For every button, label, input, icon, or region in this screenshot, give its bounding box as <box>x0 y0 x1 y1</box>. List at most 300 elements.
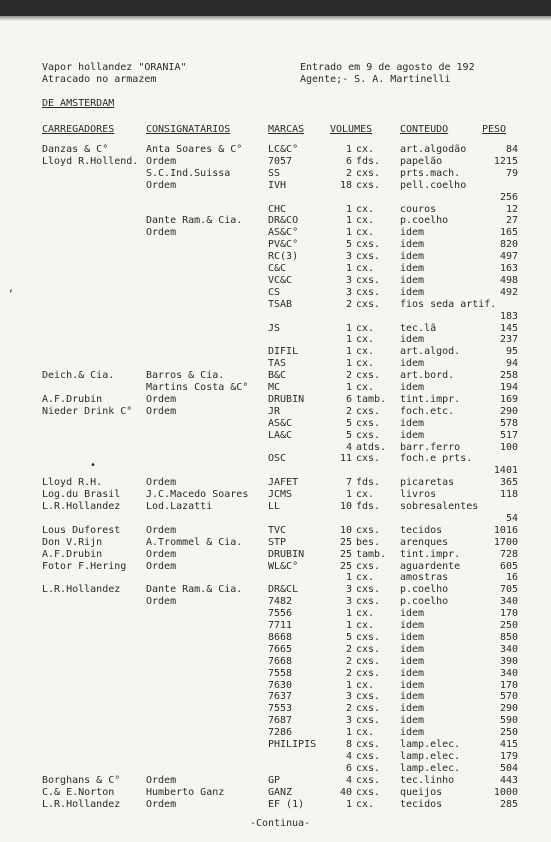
col-header-contents: CONTEUDO <box>400 124 449 135</box>
table-row <box>0 763 551 775</box>
row-mark: B&C <box>268 370 287 382</box>
row-mark: RC(3) <box>268 251 299 263</box>
row-mark: JS <box>268 322 281 334</box>
row-mark: 7556 <box>268 608 293 620</box>
row-unit: cxs. <box>356 560 381 572</box>
row-qty: 3 <box>345 274 352 286</box>
row-content: tint.impr. <box>400 548 461 560</box>
row-unit: cx. <box>356 263 375 274</box>
row-mark: 7558 <box>268 667 293 679</box>
row-weight: 84 <box>505 144 518 155</box>
row-weight: 194 <box>499 382 518 393</box>
table-row <box>0 572 551 584</box>
table-row <box>0 799 551 811</box>
row-content: sobresalentes <box>400 501 479 512</box>
row-unit: cxs. <box>356 703 381 715</box>
row-unit: cxs. <box>356 750 381 762</box>
row-shipper: C.& E.Norton <box>42 786 115 798</box>
table-row <box>0 596 551 608</box>
row-weight: 365 <box>499 477 518 489</box>
table-row <box>0 727 551 739</box>
row-content: fios seda artif. <box>400 298 497 310</box>
table-row <box>0 751 551 763</box>
row-mark: GP <box>268 774 281 786</box>
row-content: idem <box>400 655 425 667</box>
row-mark: TVC <box>268 524 287 536</box>
row-weight: 79 <box>505 167 518 179</box>
row-unit: cxs. <box>356 584 381 596</box>
table-row <box>0 334 551 346</box>
table-row <box>0 561 551 573</box>
row-shipper: L.R.Hollandez <box>42 798 121 810</box>
row-mark: 7057 <box>268 155 293 167</box>
table-row <box>0 620 551 632</box>
row-content: tecidos <box>400 798 443 810</box>
row-unit: cx. <box>356 227 375 239</box>
row-consignee: Barros & Cia. <box>146 370 225 382</box>
table-row <box>0 406 551 418</box>
table-row <box>0 787 551 799</box>
table-row <box>0 537 551 549</box>
row-consignee: Ordem <box>146 179 177 191</box>
row-qty: 18 <box>339 179 352 191</box>
row-mark: WL&C° <box>268 560 299 572</box>
row-weight: 163 <box>499 263 518 274</box>
row-consignee: Ordem <box>146 477 177 489</box>
row-qty: 5 <box>345 631 352 643</box>
row-shipper: A.F.Drubin <box>42 548 103 560</box>
row-qty: 25 <box>339 560 352 572</box>
arrival-date: Entrado em 9 de agosto de 192 <box>300 62 475 73</box>
row-content: idem <box>400 631 425 643</box>
row-content: idem <box>400 417 425 429</box>
row-unit: cx. <box>356 203 375 215</box>
col-header-shippers: CARREGADORES <box>42 124 115 135</box>
row-weight: 285 <box>499 798 518 810</box>
row-qty: 1 <box>345 608 352 620</box>
row-consignee: S.C.Ind.Suissa <box>146 167 231 179</box>
row-weight: 705 <box>499 584 518 596</box>
row-content: idem <box>400 620 425 631</box>
row-weight: 1700 <box>493 536 518 548</box>
row-qty: 2 <box>345 370 352 382</box>
table-row <box>0 287 551 299</box>
row-qty: 4 <box>345 774 352 786</box>
margin-mark: • <box>90 460 97 471</box>
row-mark: TSAB <box>268 298 293 310</box>
row-consignee: Anta Soares & C° <box>146 144 243 155</box>
row-mark: IVH <box>268 179 287 191</box>
row-weight: 250 <box>499 620 518 631</box>
row-consignee: Ordem <box>146 393 177 405</box>
row-consignee: Ordem <box>146 405 177 417</box>
row-content: idem <box>400 429 425 441</box>
row-weight: 27 <box>505 215 518 227</box>
row-qty: 1 <box>345 334 352 346</box>
row-weight: 256 <box>499 191 518 203</box>
row-weight: 94 <box>505 358 518 370</box>
row-weight: 570 <box>499 691 518 703</box>
table-row <box>0 192 551 204</box>
row-unit: cx. <box>356 215 375 227</box>
row-qty: 1 <box>345 227 352 239</box>
row-qty: 1 <box>345 620 352 631</box>
row-qty: 1 <box>345 203 352 215</box>
row-qty: 5 <box>345 417 352 429</box>
row-mark: JAFET <box>268 477 299 489</box>
row-content: prts.mach. <box>400 167 461 179</box>
row-unit: cxs. <box>356 739 381 750</box>
row-unit: cx. <box>356 572 375 584</box>
table-row <box>0 358 551 370</box>
row-unit: cxs. <box>356 429 381 441</box>
table-row <box>0 739 551 751</box>
table-row <box>0 442 551 454</box>
row-consignee: Ordem <box>146 596 177 608</box>
table-row <box>0 311 551 323</box>
row-unit: cxs. <box>356 643 381 655</box>
row-weight: 492 <box>499 286 518 298</box>
table-row <box>0 156 551 168</box>
row-shipper: A.F.Drubin <box>42 393 103 405</box>
table-row <box>0 453 551 465</box>
table-row <box>0 168 551 180</box>
row-content: p.coelho <box>400 596 449 608</box>
row-weight: 605 <box>499 560 518 572</box>
row-content: queijos <box>400 786 443 798</box>
table-row <box>0 584 551 596</box>
row-consignee: Ordem <box>146 155 177 167</box>
row-unit: cxs. <box>356 631 381 643</box>
row-qty: 2 <box>345 655 352 667</box>
row-unit: cxs. <box>356 179 381 191</box>
row-weight: 504 <box>499 762 518 774</box>
row-qty: 1 <box>345 798 352 810</box>
table-row <box>0 608 551 620</box>
row-unit: cxs. <box>356 405 381 417</box>
row-consignee: A.Trommel & Cia. <box>146 536 243 548</box>
row-mark: LA&C <box>268 429 293 441</box>
row-unit: cxs. <box>356 762 381 774</box>
row-unit: cxs. <box>356 691 381 703</box>
row-content: p.coelho <box>400 584 449 596</box>
row-weight: 578 <box>499 417 518 429</box>
row-weight: 54 <box>505 512 518 524</box>
row-qty: 8 <box>345 739 352 750</box>
row-mark: 7665 <box>268 643 293 655</box>
row-weight: 443 <box>499 774 518 786</box>
row-qty: 3 <box>345 691 352 703</box>
row-qty: 1 <box>345 322 352 334</box>
row-shipper: L.R.Hollandez <box>42 584 121 596</box>
row-weight: 1000 <box>493 786 518 798</box>
row-qty: 1 <box>345 144 352 155</box>
row-unit: cxs. <box>356 786 381 798</box>
row-weight: 498 <box>499 274 518 286</box>
row-weight: 850 <box>499 631 518 643</box>
row-qty: 1 <box>345 382 352 393</box>
row-unit: cx. <box>356 346 375 358</box>
table-row <box>0 263 551 275</box>
row-content: arenques <box>400 536 449 548</box>
table-row <box>0 239 551 251</box>
row-shipper: Lous Duforest <box>42 524 121 536</box>
row-content: lamp.elec. <box>400 762 461 774</box>
col-header-volumes: VOLUMES <box>330 124 373 135</box>
row-unit: cxs. <box>356 667 381 679</box>
row-qty: 40 <box>339 786 352 798</box>
row-shipper: Nieder Drink C° <box>42 405 133 417</box>
row-content: idem <box>400 608 425 620</box>
table-row <box>0 382 551 394</box>
row-qty: 11 <box>339 453 352 465</box>
row-content: idem <box>400 679 425 691</box>
row-weight: 390 <box>499 655 518 667</box>
table-row <box>0 204 551 216</box>
table-row <box>0 715 551 727</box>
row-unit: cxs. <box>356 655 381 667</box>
row-weight: 237 <box>499 334 518 346</box>
row-unit: cxs. <box>356 167 381 179</box>
row-qty: 6 <box>345 762 352 774</box>
row-content: art.algod. <box>400 346 461 358</box>
row-weight: 340 <box>499 643 518 655</box>
row-unit: cx. <box>356 620 375 631</box>
row-qty: 1 <box>345 572 352 584</box>
row-qty: 2 <box>345 643 352 655</box>
row-mark: MC <box>268 382 281 393</box>
row-mark: OSC <box>268 453 287 465</box>
row-qty: 10 <box>339 524 352 536</box>
table-row <box>0 251 551 263</box>
row-content: foch.etc. <box>400 405 455 417</box>
row-content: foch.e prts. <box>400 453 473 465</box>
row-content: livros <box>400 489 437 501</box>
row-content: papelão <box>400 155 443 167</box>
row-consignee: Ordem <box>146 227 177 239</box>
row-consignee: Lod.Lazatti <box>146 501 213 512</box>
row-content: idem <box>400 251 425 263</box>
origin-port: DE AMSTERDAM <box>42 98 115 109</box>
row-weight: 497 <box>499 251 518 263</box>
table-row <box>0 275 551 287</box>
col-header-consignees: CONSIGNATARIOS <box>146 124 231 135</box>
margin-mark: , <box>8 283 15 294</box>
row-weight: 145 <box>499 322 518 334</box>
row-weight: 1215 <box>493 155 518 167</box>
row-qty: 5 <box>345 429 352 441</box>
row-weight: 290 <box>499 405 518 417</box>
table-row <box>0 323 551 335</box>
row-mark: 7668 <box>268 655 293 667</box>
row-unit: atds. <box>356 441 387 453</box>
row-content: idem <box>400 239 425 251</box>
row-mark: GANZ <box>268 786 293 798</box>
row-content: barr.ferro <box>400 441 461 453</box>
row-weight: 12 <box>505 203 518 215</box>
row-qty: 1 <box>345 679 352 691</box>
row-mark: CS <box>268 286 281 298</box>
row-unit: bes. <box>356 536 381 548</box>
row-mark: LC&C° <box>268 144 299 155</box>
row-mark: EF (1) <box>268 798 305 810</box>
table-row <box>0 775 551 787</box>
row-mark: PHILIPIS <box>268 739 317 750</box>
table-row <box>0 215 551 227</box>
row-content: idem <box>400 286 425 298</box>
row-consignee: Ordem <box>146 524 177 536</box>
table-row <box>0 227 551 239</box>
row-content: idem <box>400 382 425 393</box>
row-unit: cx. <box>356 489 375 501</box>
row-qty: 2 <box>345 405 352 417</box>
row-consignee: Ordem <box>146 560 177 572</box>
row-weight: 415 <box>499 739 518 750</box>
row-qty: 2 <box>345 703 352 715</box>
row-qty: 1 <box>345 489 352 501</box>
row-unit: fds. <box>356 477 381 489</box>
table-row <box>0 418 551 430</box>
row-content: pell.coelho <box>400 179 467 191</box>
row-qty: 5 <box>345 239 352 251</box>
row-weight: 1401 <box>493 465 518 477</box>
row-shipper: Danzas & C° <box>42 144 109 155</box>
row-shipper: Don V.Rijn <box>42 536 103 548</box>
row-unit: cxs. <box>356 370 381 382</box>
row-unit: cxs. <box>356 524 381 536</box>
row-qty: 1 <box>345 346 352 358</box>
row-weight: 820 <box>499 239 518 251</box>
row-content: idem <box>400 274 425 286</box>
row-content: idem <box>400 334 425 346</box>
row-mark: TAS <box>268 358 287 370</box>
col-header-marks: MARCAS <box>268 124 305 135</box>
row-consignee: Dante Ram.& Cia. <box>146 584 243 596</box>
row-content: idem <box>400 358 425 370</box>
row-shipper: Lloyd R.Hollend. <box>42 155 139 167</box>
row-unit: cx. <box>356 358 375 370</box>
row-weight: 16 <box>505 572 518 584</box>
row-qty: 1 <box>345 727 352 739</box>
row-mark: 8668 <box>268 631 293 643</box>
row-weight: 1016 <box>493 524 518 536</box>
row-content: aguardente <box>400 560 461 572</box>
table-row <box>0 180 551 192</box>
row-qty: 3 <box>345 286 352 298</box>
table-row <box>0 644 551 656</box>
agent-line: Agente;- S. A. Martinelli <box>300 74 451 85</box>
continued-note: -Continua- <box>250 818 311 829</box>
row-unit: cxs. <box>356 715 381 727</box>
row-unit: cx. <box>356 679 375 691</box>
row-unit: cxs. <box>356 251 381 263</box>
table-row <box>0 489 551 501</box>
row-mark: DIFIL <box>268 346 299 358</box>
row-qty: 1 <box>345 263 352 274</box>
row-qty: 2 <box>345 167 352 179</box>
table-row <box>0 691 551 703</box>
row-content: idem <box>400 703 425 715</box>
table-row <box>0 394 551 406</box>
row-qty: 4 <box>345 441 352 453</box>
row-mark: 7286 <box>268 727 293 739</box>
row-weight: 170 <box>499 679 518 691</box>
table-row <box>0 549 551 561</box>
row-weight: 250 <box>499 727 518 739</box>
row-qty: 2 <box>345 298 352 310</box>
row-weight: 290 <box>499 703 518 715</box>
row-mark: SS <box>268 167 281 179</box>
row-unit: cxs. <box>356 286 381 298</box>
row-weight: 517 <box>499 429 518 441</box>
row-mark: STP <box>268 536 287 548</box>
row-content: tint.impr. <box>400 393 461 405</box>
table-row <box>0 370 551 382</box>
row-mark: DR&CO <box>268 215 299 227</box>
row-mark: DR&CL <box>268 584 299 596</box>
row-mark: LL <box>268 501 281 512</box>
row-content: tec.linho <box>400 774 455 786</box>
table-row <box>0 346 551 358</box>
row-qty: 10 <box>339 501 352 512</box>
row-weight: 165 <box>499 227 518 239</box>
row-content: idem <box>400 643 425 655</box>
table-row <box>0 513 551 525</box>
table-row <box>0 656 551 668</box>
row-content: idem <box>400 691 425 703</box>
row-content: idem <box>400 715 425 727</box>
row-weight: 95 <box>505 346 518 358</box>
ship-name: Vapor hollandez "ORANIA" <box>42 62 187 73</box>
row-consignee: J.C.Macedo Soares <box>146 489 249 501</box>
row-content: art.bord. <box>400 370 455 382</box>
row-content: tecidos <box>400 524 443 536</box>
row-qty: 1 <box>345 358 352 370</box>
row-content: idem <box>400 727 425 739</box>
mooring-note: Atracado no armazem <box>42 74 157 85</box>
table-row <box>0 680 551 692</box>
row-qty: 25 <box>339 536 352 548</box>
row-weight: 169 <box>499 393 518 405</box>
row-mark: DRUBIN <box>268 548 305 560</box>
row-unit: cxs. <box>356 298 381 310</box>
row-unit: cx. <box>356 322 375 334</box>
row-content: idem <box>400 227 425 239</box>
row-weight: 590 <box>499 715 518 727</box>
row-shipper: Borghans & C° <box>42 774 121 786</box>
row-content: idem <box>400 667 425 679</box>
row-weight: 728 <box>499 548 518 560</box>
row-weight: 258 <box>499 370 518 382</box>
row-consignee: Humberto Ganz <box>146 786 225 798</box>
row-consignee: Dante Ram.& Cia. <box>146 215 243 227</box>
table-row <box>0 668 551 680</box>
row-mark: AS&C° <box>268 227 299 239</box>
row-unit: tamb. <box>356 548 387 560</box>
row-mark: DRUBIN <box>268 393 305 405</box>
row-content: lamp.elec. <box>400 739 461 750</box>
row-mark: VC&C <box>268 274 293 286</box>
row-mark: 7482 <box>268 596 293 608</box>
row-mark: 7637 <box>268 691 293 703</box>
row-content: tec.lã <box>400 322 437 334</box>
row-unit: cx. <box>356 382 375 393</box>
row-qty: 3 <box>345 715 352 727</box>
row-consignee: Martins Costa &C° <box>146 382 249 393</box>
row-shipper: Lloyd R.H. <box>42 477 103 489</box>
row-qty: 3 <box>345 596 352 608</box>
row-unit: cxs. <box>356 774 381 786</box>
